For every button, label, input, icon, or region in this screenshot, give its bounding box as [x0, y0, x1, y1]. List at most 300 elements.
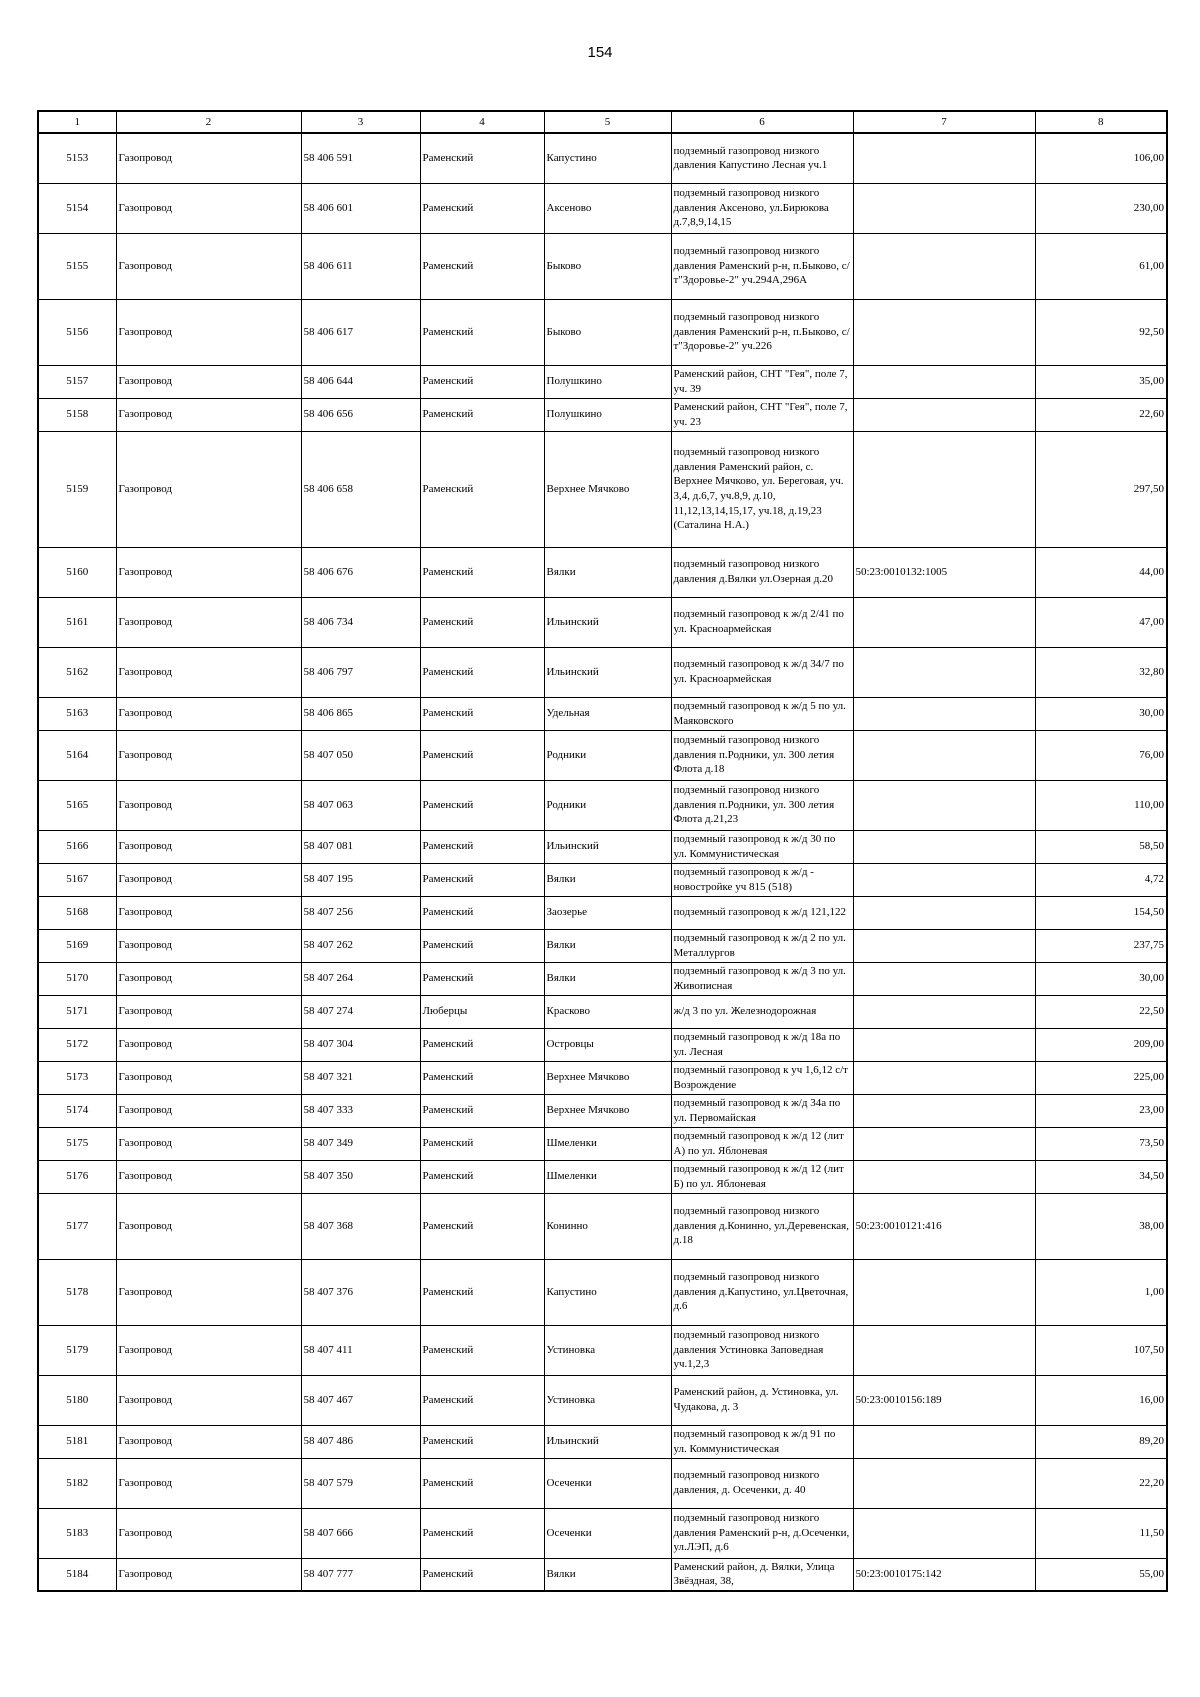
description-cell: подземный газопровод к ж/д 30 по ул. Коммунистическая	[671, 830, 853, 863]
length-value-cell: 32,80	[1035, 647, 1167, 697]
object-type-cell: Газопровод	[116, 1028, 301, 1061]
object-type-cell: Газопровод	[116, 863, 301, 896]
locality-cell: Верхнее Мячково	[544, 1061, 671, 1094]
table-row	[38, 398, 1167, 431]
object-code-cell: 58 407 274	[301, 995, 420, 1028]
object-code-cell: 58 407 333	[301, 1094, 420, 1127]
object-type-cell: Газопровод	[116, 780, 301, 830]
locality-cell: Полушкино	[544, 365, 671, 398]
table-row	[38, 1508, 1167, 1558]
table-row	[38, 1259, 1167, 1325]
object-code-cell: 58 407 349	[301, 1127, 420, 1160]
row-number-cell: 5179	[38, 1325, 116, 1375]
length-value-cell: 38,00	[1035, 1193, 1167, 1259]
cadastral-number-cell	[853, 1028, 1035, 1061]
row-number-cell: 5161	[38, 597, 116, 647]
object-code-cell: 58 407 666	[301, 1508, 420, 1558]
description-cell: подземный газопровод к ж/д 12 (лит Б) по ул. Яблоневая	[671, 1160, 853, 1193]
district-cell: Раменский	[420, 647, 544, 697]
object-code-cell: 58 406 617	[301, 299, 420, 365]
cadastral-number-cell	[853, 830, 1035, 863]
table-row	[38, 780, 1167, 830]
row-number-cell: 5162	[38, 647, 116, 697]
row-number-cell: 5170	[38, 962, 116, 995]
column-header: 5	[544, 111, 671, 133]
district-cell: Раменский	[420, 1375, 544, 1425]
cadastral-number-cell	[853, 929, 1035, 962]
cadastral-number-cell	[853, 1508, 1035, 1558]
locality-cell: Вялки	[544, 547, 671, 597]
table-row	[38, 995, 1167, 1028]
object-type-cell: Газопровод	[116, 995, 301, 1028]
description-cell: подземный газопровод низкого давления Раменский р-н, д.Осеченки, ул.ЛЭП, д.6	[671, 1508, 853, 1558]
district-cell: Раменский	[420, 431, 544, 547]
row-number-cell: 5154	[38, 183, 116, 233]
district-cell: Раменский	[420, 1193, 544, 1259]
length-value-cell: 4,72	[1035, 863, 1167, 896]
cadastral-number-cell: 50:23:0010175:142	[853, 1558, 1035, 1591]
table-header	[38, 111, 1167, 133]
object-type-cell: Газопровод	[116, 1325, 301, 1375]
cadastral-number-cell	[853, 133, 1035, 183]
table-row	[38, 1061, 1167, 1094]
cadastral-number-cell	[853, 730, 1035, 780]
locality-cell: Родники	[544, 730, 671, 780]
table-row	[38, 1458, 1167, 1508]
length-value-cell: 30,00	[1035, 962, 1167, 995]
table-row	[38, 547, 1167, 597]
length-value-cell: 44,00	[1035, 547, 1167, 597]
cadastral-number-cell	[853, 233, 1035, 299]
district-cell: Раменский	[420, 929, 544, 962]
column-header: 4	[420, 111, 544, 133]
length-value-cell: 107,50	[1035, 1325, 1167, 1375]
row-number-cell: 5167	[38, 863, 116, 896]
description-cell: подземный газопровод низкого давления Аксеново, ул.Бирюкова д.7,8,9,14,15	[671, 183, 853, 233]
description-cell: подземный газопровод низкого давления Раменский р-н, п.Быково, с/т"Здоровье-2" уч.294А,296А	[671, 233, 853, 299]
locality-cell: Родники	[544, 780, 671, 830]
object-code-cell: 58 406 734	[301, 597, 420, 647]
district-cell: Раменский	[420, 133, 544, 183]
district-cell: Раменский	[420, 730, 544, 780]
table-row	[38, 233, 1167, 299]
registry-table	[37, 110, 1168, 1592]
locality-cell: Быково	[544, 233, 671, 299]
object-code-cell: 58 406 644	[301, 365, 420, 398]
district-cell: Раменский	[420, 780, 544, 830]
cadastral-number-cell	[853, 962, 1035, 995]
table-row	[38, 830, 1167, 863]
description-cell: подземный газопровод к ж/д 2 по ул. Металлургов	[671, 929, 853, 962]
district-cell: Раменский	[420, 1028, 544, 1061]
district-cell: Раменский	[420, 830, 544, 863]
length-value-cell: 89,20	[1035, 1425, 1167, 1458]
row-number-cell: 5173	[38, 1061, 116, 1094]
cadastral-number-cell	[853, 365, 1035, 398]
column-header: 2	[116, 111, 301, 133]
object-type-cell: Газопровод	[116, 896, 301, 929]
object-type-cell: Газопровод	[116, 1375, 301, 1425]
object-type-cell: Газопровод	[116, 730, 301, 780]
description-cell: подземный газопровод низкого давления, д. Осеченки, д. 40	[671, 1458, 853, 1508]
cadastral-number-cell	[853, 597, 1035, 647]
description-cell: подземный газопровод низкого давления д.Капустино, ул.Цветочная, д.6	[671, 1259, 853, 1325]
object-type-cell: Газопровод	[116, 929, 301, 962]
locality-cell: Верхнее Мячково	[544, 431, 671, 547]
object-code-cell: 58 406 601	[301, 183, 420, 233]
object-code-cell: 58 407 579	[301, 1458, 420, 1508]
district-cell: Раменский	[420, 183, 544, 233]
object-type-cell: Газопровод	[116, 1558, 301, 1591]
locality-cell: Осеченки	[544, 1508, 671, 1558]
row-number-cell: 5156	[38, 299, 116, 365]
locality-cell: Осеченки	[544, 1458, 671, 1508]
header-row	[38, 111, 1167, 133]
object-code-cell: 58 407 063	[301, 780, 420, 830]
locality-cell: Вялки	[544, 962, 671, 995]
locality-cell: Шмеленки	[544, 1127, 671, 1160]
table-row	[38, 299, 1167, 365]
cadastral-number-cell	[853, 995, 1035, 1028]
table-row	[38, 431, 1167, 547]
description-cell: подземный газопровод низкого давления Раменский р-н, п.Быково, с/т"Здоровье-2" уч.226	[671, 299, 853, 365]
table-row	[38, 597, 1167, 647]
object-type-cell: Газопровод	[116, 1160, 301, 1193]
object-type-cell: Газопровод	[116, 830, 301, 863]
length-value-cell: 225,00	[1035, 1061, 1167, 1094]
description-cell: подземный газопровод к ж/д 34/7 по ул. Красноармейская	[671, 647, 853, 697]
object-type-cell: Газопровод	[116, 1061, 301, 1094]
district-cell: Раменский	[420, 1508, 544, 1558]
length-value-cell: 35,00	[1035, 365, 1167, 398]
description-cell: подземный газопровод к ж/д 3 по ул. Живописная	[671, 962, 853, 995]
row-number-cell: 5177	[38, 1193, 116, 1259]
row-number-cell: 5178	[38, 1259, 116, 1325]
length-value-cell: 209,00	[1035, 1028, 1167, 1061]
row-number-cell: 5174	[38, 1094, 116, 1127]
description-cell: подземный газопровод к ж/д 12 (лит А) по ул. Яблоневая	[671, 1127, 853, 1160]
locality-cell: Капустино	[544, 1259, 671, 1325]
description-cell: подземный газопровод к ж/д 2/41 по ул. Красноармейская	[671, 597, 853, 647]
locality-cell: Островцы	[544, 1028, 671, 1061]
table-row	[38, 1558, 1167, 1591]
object-code-cell: 58 407 350	[301, 1160, 420, 1193]
object-code-cell: 58 406 611	[301, 233, 420, 299]
length-value-cell: 61,00	[1035, 233, 1167, 299]
district-cell: Раменский	[420, 1259, 544, 1325]
object-type-cell: Газопровод	[116, 1508, 301, 1558]
length-value-cell: 16,00	[1035, 1375, 1167, 1425]
district-cell: Раменский	[420, 896, 544, 929]
locality-cell: Полушкино	[544, 398, 671, 431]
length-value-cell: 55,00	[1035, 1558, 1167, 1591]
object-type-cell: Газопровод	[116, 365, 301, 398]
column-header: 7	[853, 111, 1035, 133]
locality-cell: Аксеново	[544, 183, 671, 233]
length-value-cell: 237,75	[1035, 929, 1167, 962]
row-number-cell: 5164	[38, 730, 116, 780]
table-row	[38, 1028, 1167, 1061]
object-type-cell: Газопровод	[116, 1458, 301, 1508]
district-cell: Раменский	[420, 398, 544, 431]
object-code-cell: 58 406 676	[301, 547, 420, 597]
cadastral-number-cell	[853, 1259, 1035, 1325]
length-value-cell: 297,50	[1035, 431, 1167, 547]
row-number-cell: 5176	[38, 1160, 116, 1193]
object-code-cell: 58 407 081	[301, 830, 420, 863]
locality-cell: Вялки	[544, 1558, 671, 1591]
description-cell: подземный газопровод к ж/д 34а по ул. Первомайская	[671, 1094, 853, 1127]
table-row	[38, 1375, 1167, 1425]
table-row	[38, 1325, 1167, 1375]
object-code-cell: 58 407 376	[301, 1259, 420, 1325]
district-cell: Раменский	[420, 1061, 544, 1094]
length-value-cell: 22,60	[1035, 398, 1167, 431]
cadastral-number-cell	[853, 697, 1035, 730]
district-cell: Раменский	[420, 1160, 544, 1193]
table-row	[38, 730, 1167, 780]
row-number-cell: 5175	[38, 1127, 116, 1160]
district-cell: Раменский	[420, 233, 544, 299]
length-value-cell: 11,50	[1035, 1508, 1167, 1558]
description-cell: подземный газопровод к ж/д 5 по ул. Маяковского	[671, 697, 853, 730]
length-value-cell: 1,00	[1035, 1259, 1167, 1325]
length-value-cell: 47,00	[1035, 597, 1167, 647]
object-type-cell: Газопровод	[116, 1193, 301, 1259]
object-code-cell: 58 407 264	[301, 962, 420, 995]
table-row	[38, 1127, 1167, 1160]
length-value-cell: 76,00	[1035, 730, 1167, 780]
object-type-cell: Газопровод	[116, 597, 301, 647]
locality-cell: Шмеленки	[544, 1160, 671, 1193]
row-number-cell: 5153	[38, 133, 116, 183]
row-number-cell: 5181	[38, 1425, 116, 1458]
table-row	[38, 133, 1167, 183]
column-header: 6	[671, 111, 853, 133]
row-number-cell: 5160	[38, 547, 116, 597]
row-number-cell: 5157	[38, 365, 116, 398]
cadastral-number-cell	[853, 647, 1035, 697]
district-cell: Люберцы	[420, 995, 544, 1028]
row-number-cell: 5163	[38, 697, 116, 730]
cadastral-number-cell	[853, 863, 1035, 896]
description-cell: подземный газопровод к ж/д 121,122	[671, 896, 853, 929]
row-number-cell: 5183	[38, 1508, 116, 1558]
length-value-cell: 154,50	[1035, 896, 1167, 929]
district-cell: Раменский	[420, 697, 544, 730]
district-cell: Раменский	[420, 1425, 544, 1458]
object-code-cell: 58 407 467	[301, 1375, 420, 1425]
district-cell: Раменский	[420, 863, 544, 896]
object-type-cell: Газопровод	[116, 697, 301, 730]
table-row	[38, 929, 1167, 962]
table-row	[38, 697, 1167, 730]
row-number-cell: 5165	[38, 780, 116, 830]
length-value-cell: 73,50	[1035, 1127, 1167, 1160]
object-type-cell: Газопровод	[116, 547, 301, 597]
object-type-cell: Газопровод	[116, 398, 301, 431]
description-cell: подземный газопровод низкого давления д.Конинно, ул.Деревенская, д.18	[671, 1193, 853, 1259]
locality-cell: Заозерье	[544, 896, 671, 929]
object-code-cell: 58 406 865	[301, 697, 420, 730]
district-cell: Раменский	[420, 365, 544, 398]
table-row	[38, 1094, 1167, 1127]
cadastral-number-cell: 50:23:0010132:1005	[853, 547, 1035, 597]
length-value-cell: 30,00	[1035, 697, 1167, 730]
table-row	[38, 962, 1167, 995]
object-type-cell: Газопровод	[116, 1094, 301, 1127]
table-row	[38, 896, 1167, 929]
cadastral-number-cell	[853, 1458, 1035, 1508]
object-type-cell: Газопровод	[116, 431, 301, 547]
object-type-cell: Газопровод	[116, 1425, 301, 1458]
row-number-cell: 5166	[38, 830, 116, 863]
length-value-cell: 23,00	[1035, 1094, 1167, 1127]
row-number-cell: 5168	[38, 896, 116, 929]
column-header: 1	[38, 111, 116, 133]
object-type-cell: Газопровод	[116, 133, 301, 183]
row-number-cell: 5172	[38, 1028, 116, 1061]
length-value-cell: 106,00	[1035, 133, 1167, 183]
row-number-cell: 5180	[38, 1375, 116, 1425]
row-number-cell: 5158	[38, 398, 116, 431]
table-row	[38, 863, 1167, 896]
table-body	[38, 133, 1167, 1591]
description-cell: подземный газопровод к ж/д - новостройке уч 815 (518)	[671, 863, 853, 896]
length-value-cell: 22,20	[1035, 1458, 1167, 1508]
cadastral-number-cell: 50:23:0010121:416	[853, 1193, 1035, 1259]
locality-cell: Ильинский	[544, 830, 671, 863]
object-type-cell: Газопровод	[116, 962, 301, 995]
district-cell: Раменский	[420, 597, 544, 647]
object-code-cell: 58 407 304	[301, 1028, 420, 1061]
row-number-cell: 5169	[38, 929, 116, 962]
table-row	[38, 183, 1167, 233]
object-type-cell: Газопровод	[116, 183, 301, 233]
column-header: 8	[1035, 111, 1167, 133]
cadastral-number-cell: 50:23:0010156:189	[853, 1375, 1035, 1425]
cadastral-number-cell	[853, 1425, 1035, 1458]
locality-cell: Устиновка	[544, 1375, 671, 1425]
object-code-cell: 58 407 195	[301, 863, 420, 896]
locality-cell: Быково	[544, 299, 671, 365]
locality-cell: Вялки	[544, 863, 671, 896]
description-cell: подземный газопровод к ж/д 18а по ул. Лесная	[671, 1028, 853, 1061]
description-cell: ж/д 3 по ул. Железнодорожная	[671, 995, 853, 1028]
description-cell: подземный газопровод к ж/д 91 по ул. Коммунистическая	[671, 1425, 853, 1458]
table-row	[38, 647, 1167, 697]
cadastral-number-cell	[853, 431, 1035, 547]
object-type-cell: Газопровод	[116, 1259, 301, 1325]
object-code-cell: 58 407 262	[301, 929, 420, 962]
table-row	[38, 1425, 1167, 1458]
locality-cell: Верхнее Мячково	[544, 1094, 671, 1127]
cadastral-number-cell	[853, 780, 1035, 830]
description-cell: подземный газопровод низкого давления Капустино Лесная уч.1	[671, 133, 853, 183]
object-type-cell: Газопровод	[116, 299, 301, 365]
page-number: 154	[587, 44, 613, 61]
length-value-cell: 22,50	[1035, 995, 1167, 1028]
cadastral-number-cell	[853, 299, 1035, 365]
object-code-cell: 58 407 777	[301, 1558, 420, 1591]
description-cell: Раменский район, СНТ "Гея", поле 7, уч. 39	[671, 365, 853, 398]
description-cell: Раменский район, д. Устиновка, ул. Чудакова, д. 3	[671, 1375, 853, 1425]
district-cell: Раменский	[420, 1558, 544, 1591]
object-code-cell: 58 407 256	[301, 896, 420, 929]
district-cell: Раменский	[420, 1127, 544, 1160]
description-cell: Раменский район, д. Вялки, Улица Звёздная, 38,	[671, 1558, 853, 1591]
district-cell: Раменский	[420, 299, 544, 365]
locality-cell: Ильинский	[544, 597, 671, 647]
district-cell: Раменский	[420, 1458, 544, 1508]
cadastral-number-cell	[853, 1325, 1035, 1375]
district-cell: Раменский	[420, 962, 544, 995]
table-row	[38, 1160, 1167, 1193]
length-value-cell: 34,50	[1035, 1160, 1167, 1193]
object-code-cell: 58 407 368	[301, 1193, 420, 1259]
description-cell: подземный газопровод низкого давления п.Родники, ул. 300 летия Флота д.18	[671, 730, 853, 780]
description-cell: подземный газопровод низкого давления Устиновка Заповедная уч.1,2,3	[671, 1325, 853, 1375]
locality-cell: Ильинский	[544, 647, 671, 697]
object-code-cell: 58 406 658	[301, 431, 420, 547]
locality-cell: Удельная	[544, 697, 671, 730]
description-cell: Раменский район, СНТ "Гея", поле 7, уч. 23	[671, 398, 853, 431]
table-row	[38, 1193, 1167, 1259]
locality-cell: Капустино	[544, 133, 671, 183]
row-number-cell: 5182	[38, 1458, 116, 1508]
cadastral-number-cell	[853, 1094, 1035, 1127]
cadastral-number-cell	[853, 896, 1035, 929]
locality-cell: Красково	[544, 995, 671, 1028]
object-code-cell: 58 406 656	[301, 398, 420, 431]
cadastral-number-cell	[853, 398, 1035, 431]
row-number-cell: 5184	[38, 1558, 116, 1591]
length-value-cell: 58,50	[1035, 830, 1167, 863]
length-value-cell: 110,00	[1035, 780, 1167, 830]
cadastral-number-cell	[853, 1160, 1035, 1193]
column-header: 3	[301, 111, 420, 133]
object-code-cell: 58 406 797	[301, 647, 420, 697]
description-cell: подземный газопровод низкого давления д.Вялки ул.Озерная д.20	[671, 547, 853, 597]
table-row	[38, 365, 1167, 398]
locality-cell: Конинно	[544, 1193, 671, 1259]
object-code-cell: 58 406 591	[301, 133, 420, 183]
cadastral-number-cell	[853, 1127, 1035, 1160]
description-cell: подземный газопровод низкого давления п.Родники, ул. 300 летия Флота д.21,23	[671, 780, 853, 830]
district-cell: Раменский	[420, 1094, 544, 1127]
row-number-cell: 5171	[38, 995, 116, 1028]
object-code-cell: 58 407 411	[301, 1325, 420, 1375]
cadastral-number-cell	[853, 1061, 1035, 1094]
locality-cell: Вялки	[544, 929, 671, 962]
district-cell: Раменский	[420, 1325, 544, 1375]
object-type-cell: Газопровод	[116, 233, 301, 299]
row-number-cell: 5155	[38, 233, 116, 299]
length-value-cell: 92,50	[1035, 299, 1167, 365]
object-code-cell: 58 407 321	[301, 1061, 420, 1094]
row-number-cell: 5159	[38, 431, 116, 547]
description-cell: подземный газопровод низкого давления Раменский район, с. Верхнее Мячково, ул. Береговая, уч. 3,4, д.6,7, уч.8,9, д.10, 11,12,13,14,15,17, уч.18, д.19,23 (Саталина Н.А.)	[671, 431, 853, 547]
object-code-cell: 58 407 486	[301, 1425, 420, 1458]
object-type-cell: Газопровод	[116, 647, 301, 697]
cadastral-number-cell	[853, 183, 1035, 233]
locality-cell: Устиновка	[544, 1325, 671, 1375]
object-type-cell: Газопровод	[116, 1127, 301, 1160]
locality-cell: Ильинский	[544, 1425, 671, 1458]
description-cell: подземный газопровод к уч 1,6,12 с/т Возрождение	[671, 1061, 853, 1094]
length-value-cell: 230,00	[1035, 183, 1167, 233]
district-cell: Раменский	[420, 547, 544, 597]
